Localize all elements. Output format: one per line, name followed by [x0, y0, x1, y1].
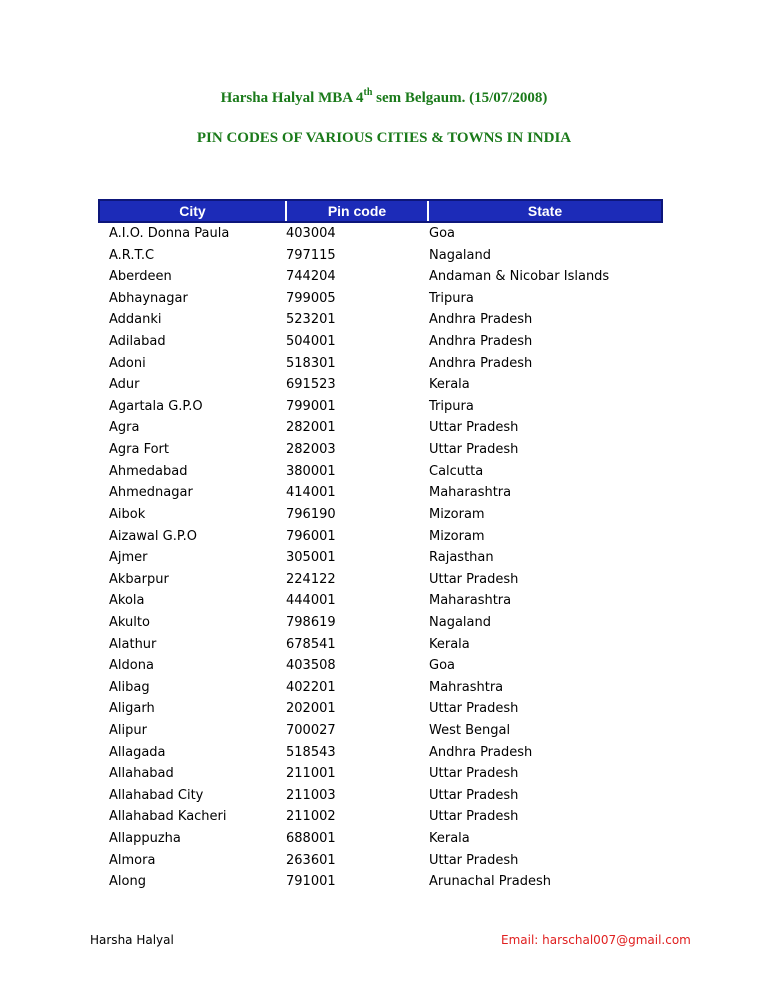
table-row: [0, 266, 768, 288]
state-cell: Andhra Pradesh: [429, 744, 533, 760]
city-cell: Akola: [109, 593, 145, 609]
table-row: [0, 785, 768, 807]
table-row: [0, 698, 768, 720]
state-cell: Rajasthan: [429, 550, 494, 566]
table-row: [0, 806, 768, 828]
pin-code-cell: 518301: [286, 355, 336, 371]
state-cell: Uttar Pradesh: [429, 787, 519, 803]
state-cell: Nagaland: [429, 247, 491, 263]
table-row: [0, 850, 768, 872]
state-cell: Goa: [429, 658, 455, 674]
pin-code-cell: 796190: [286, 506, 336, 522]
city-cell: Aligarh: [109, 701, 155, 717]
table-row: [0, 223, 768, 245]
city-cell: Allappuzha: [109, 831, 181, 847]
state-cell: Uttar Pradesh: [429, 571, 519, 587]
table-row: [0, 742, 768, 764]
pin-code-cell: 504001: [286, 334, 336, 350]
pin-code-cell: 282001: [286, 420, 336, 436]
city-cell: A.I.O. Donna Paula: [109, 226, 230, 241]
pin-code-cell: 744204: [286, 269, 336, 285]
pin-code-cell: 263601: [286, 852, 336, 868]
city-cell: Alathur: [109, 636, 157, 652]
table-row: [0, 439, 768, 461]
state-cell: Mizoram: [429, 528, 485, 544]
table-row: [0, 245, 768, 267]
city-cell: Abhaynagar: [109, 290, 188, 306]
state-cell: Uttar Pradesh: [429, 442, 519, 458]
table-row: [0, 763, 768, 785]
state-cell: Arunachal Pradesh: [429, 874, 551, 890]
state-cell: Andhra Pradesh: [429, 355, 533, 371]
state-cell: Uttar Pradesh: [429, 809, 519, 825]
pin-code-cell: 798619: [286, 614, 336, 630]
table-row: [0, 547, 768, 569]
pin-code-cell: 799001: [286, 398, 336, 414]
pin-code-cell: 523201: [286, 312, 336, 328]
table-row: [0, 569, 768, 591]
pin-code-cell: 403508: [286, 658, 336, 674]
table-row: [0, 655, 768, 677]
pin-code-cell: 380001: [286, 463, 336, 479]
city-cell: Allagada: [109, 744, 166, 760]
city-cell: Alibag: [109, 679, 150, 695]
pin-code-cell: 799005: [286, 290, 336, 306]
city-cell: Aberdeen: [109, 269, 172, 285]
pin-code-cell: 211003: [286, 787, 336, 803]
pin-code-cell: 678541: [286, 636, 336, 652]
city-cell: Allahabad Kacheri: [109, 809, 227, 825]
pin-code-cell: 403004: [286, 226, 336, 241]
pin-code-cell: 791001: [286, 874, 336, 890]
city-cell: Adur: [109, 377, 140, 393]
table-header: [98, 199, 663, 223]
state-cell: Uttar Pradesh: [429, 420, 519, 436]
state-cell: Calcutta: [429, 463, 484, 479]
title-superscript: th: [363, 87, 373, 98]
state-cell: Mahrashtra: [429, 679, 504, 695]
city-cell: Aibok: [109, 506, 146, 522]
pin-code-cell: 691523: [286, 377, 336, 393]
state-cell: Tripura: [429, 290, 474, 306]
pin-code-cell: 305001: [286, 550, 336, 566]
city-cell: A.R.T.C: [109, 247, 155, 263]
city-cell: Almora: [109, 852, 156, 868]
state-cell: Kerala: [429, 831, 470, 847]
pin-code-cell: 211001: [286, 766, 336, 782]
table-row: [0, 871, 768, 893]
table-row: [0, 612, 768, 634]
table-row: [0, 720, 768, 742]
city-cell: Addanki: [109, 312, 162, 328]
table-row: [0, 526, 768, 548]
state-cell: Maharashtra: [429, 593, 512, 609]
city-cell: Adilabad: [109, 334, 166, 350]
state-cell: Tripura: [429, 398, 474, 414]
city-cell: Adoni: [109, 355, 146, 371]
title-part-2: sem Belgaum. (15/07/2008): [372, 90, 548, 106]
city-cell: Allahabad City: [109, 787, 204, 803]
table-row: [0, 353, 768, 375]
table-row: [0, 677, 768, 699]
table-row: [0, 331, 768, 353]
table-row: [0, 288, 768, 310]
column-header-state: State: [527, 203, 563, 219]
table-row: [0, 396, 768, 418]
pin-code-cell: 402201: [286, 679, 336, 695]
document-title: [0, 87, 768, 107]
table-row: [0, 374, 768, 396]
city-cell: Aldona: [109, 658, 154, 674]
pin-code-cell: 688001: [286, 831, 336, 847]
state-cell: Goa: [429, 226, 455, 241]
title-part-1: Harsha Halyal MBA 4: [220, 90, 364, 106]
state-cell: Maharashtra: [429, 485, 512, 501]
table-row: [0, 461, 768, 483]
footer-author: Harsha Halyal: [90, 933, 174, 947]
table-body: [0, 223, 768, 893]
state-cell: Nagaland: [429, 614, 491, 630]
pin-code-cell: 518543: [286, 744, 336, 760]
state-cell: Andhra Pradesh: [429, 334, 533, 350]
state-cell: Andhra Pradesh: [429, 312, 533, 328]
state-cell: Kerala: [429, 636, 470, 652]
table-row: [0, 482, 768, 504]
city-cell: Along: [109, 874, 146, 890]
pin-code-cell: 202001: [286, 701, 336, 717]
pin-code-cell: 700027: [286, 723, 336, 739]
pin-code-cell: 224122: [286, 571, 336, 587]
state-cell: Mizoram: [429, 506, 485, 522]
footer-email: Email: harschal007@gmail.com: [501, 933, 691, 947]
city-cell: Agra: [109, 420, 140, 436]
city-cell: Agra Fort: [109, 442, 169, 458]
state-cell: Uttar Pradesh: [429, 766, 519, 782]
table-row: [0, 309, 768, 331]
city-cell: Ahmednagar: [109, 485, 193, 501]
table-row: [0, 504, 768, 526]
column-header-pin-code: Pin code: [327, 203, 387, 219]
pin-code-cell: 211002: [286, 809, 336, 825]
pin-code-cell: 414001: [286, 485, 336, 501]
city-cell: Alipur: [109, 723, 147, 739]
state-cell: West Bengal: [429, 723, 511, 739]
state-cell: Kerala: [429, 377, 470, 393]
city-cell: Akbarpur: [109, 571, 169, 587]
city-cell: Ahmedabad: [109, 463, 188, 479]
state-cell: Uttar Pradesh: [429, 701, 519, 717]
pin-code-cell: 444001: [286, 593, 336, 609]
city-cell: Agartala G.P.O: [109, 398, 203, 414]
column-header-city: City: [179, 203, 206, 219]
pin-code-cell: 282003: [286, 442, 336, 458]
document-subtitle: PIN CODES OF VARIOUS CITIES & TOWNS IN INDIA: [196, 130, 572, 146]
table-row: [0, 590, 768, 612]
city-cell: Aizawal G.P.O: [109, 528, 198, 544]
table-row: [0, 634, 768, 656]
state-cell: Uttar Pradesh: [429, 852, 519, 868]
pin-code-cell: 796001: [286, 528, 336, 544]
city-cell: Ajmer: [109, 550, 148, 566]
pin-code-cell: 797115: [286, 247, 336, 263]
table-row: [0, 417, 768, 439]
state-cell: Andaman & Nicobar Islands: [429, 269, 610, 285]
city-cell: Akulto: [109, 614, 150, 630]
table-row: [0, 828, 768, 850]
city-cell: Allahabad: [109, 766, 174, 782]
